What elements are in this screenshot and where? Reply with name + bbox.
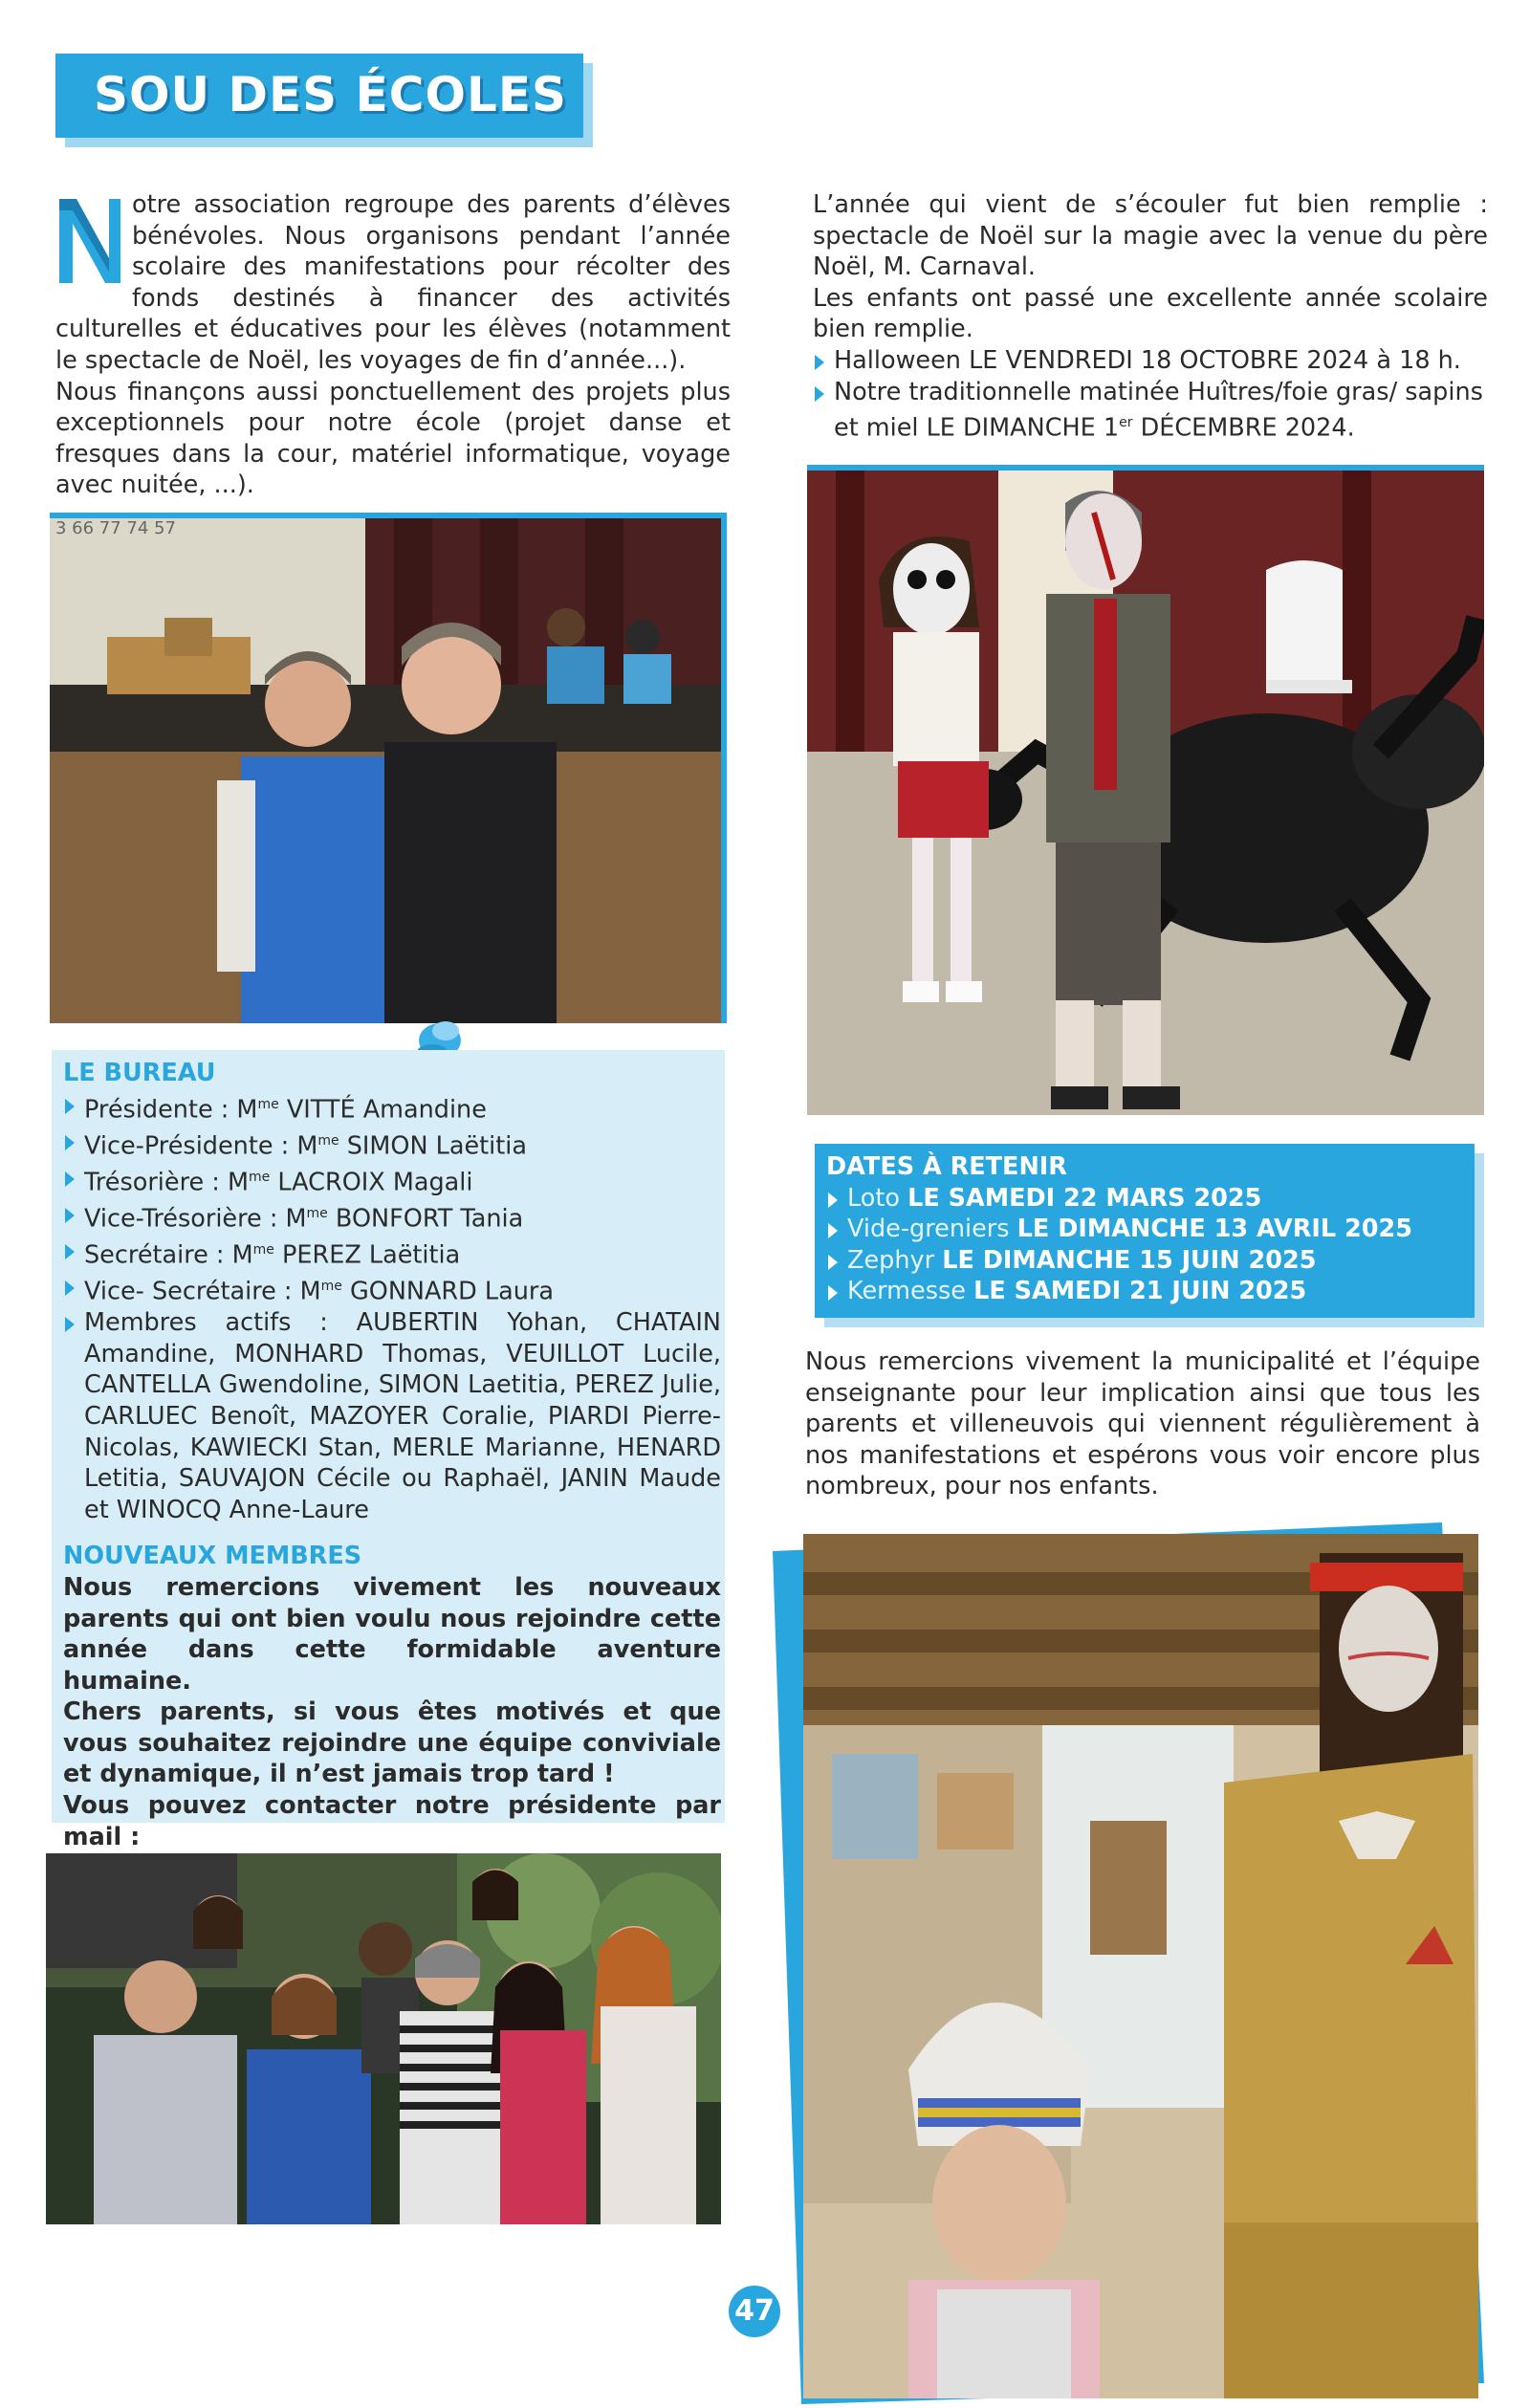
thanks-paragraph: Nous remercions vivement la municipalité et l’équipe enseignante pour leur implication ainsi que tous les parents et villeneuvois qui viennent régulièrement à nos manifestations et espérons vous voir encore plus nombreux, pour nos enfants.: [805, 1347, 1480, 1501]
new-members-paragraph-2: Chers parents, si vous êtes motivés et que vous souhaitez rejoindre une équipe conviviale et dynamique, il n’est jamais trop tard !: [63, 1697, 721, 1789]
dates-heading: DATES À RETENIR: [826, 1152, 1067, 1181]
event-item: Notre traditionnelle matinée Huîtres/foie gras/ sapins et miel LE DIMANCHE 1er DÉCEMBRE 2024.: [813, 377, 1488, 445]
bullet-arrow-icon: [815, 386, 824, 402]
bureau-item: Vice-Présidente : $M^{me}$ SIMON Laëtitia: [63, 1126, 721, 1162]
year-summary: [813, 189, 1488, 444]
bullet-arrow-icon: [65, 1171, 75, 1187]
new-members-paragraph-3: Vous pouvez contacter notre présidente par mail :: [63, 1791, 721, 1851]
bullet-arrow-icon: [828, 1255, 838, 1270]
bureau-item: Trésorière : $M^{me}$ LACROIX Magali: [63, 1162, 721, 1198]
new-members-heading: NOUVEAUX MEMBRES: [63, 1542, 362, 1571]
date-item: Loto LE SAMEDI 22 MARS 2025: [826, 1183, 1467, 1215]
bullet-arrow-icon: [65, 1099, 75, 1114]
bullet-arrow-icon: [65, 1244, 75, 1259]
dropcap-letter: [55, 195, 124, 287]
intro-paragraph-2: Nous finançons aussi ponctuellement des projets plus exceptionnels pour notre école (projet danse et fresques dans la cour, matériel informatique, voyage avec nuitée, ...).: [55, 377, 731, 500]
date-item: Zephyr LE DIMANCHE 15 JUIN 2025: [826, 1245, 1467, 1277]
bullet-arrow-icon: [815, 355, 824, 370]
date-item: Vide-greniers LE DIMANCHE 13 AVRIL 2025: [826, 1214, 1467, 1245]
intro-paragraph-1: otre association regroupe des parents d’élèves bénévoles. Nous organisons pendant l’année scolaire des manifestations pour récolter des fonds destinés à financer des activités culturelles et éducatives pour les élèves (notamment le spectacle de Noël, les voyages de fin d’année...).: [55, 190, 731, 375]
bureau-item: Secrétaire : $M^{me}$ PEREZ Laëtitia: [63, 1235, 721, 1271]
projector-text: 3 66 77 74 57: [55, 518, 176, 538]
summary-paragraph-2: Les enfants ont passé une excellente année scolaire bien remplie.: [813, 283, 1488, 344]
photo-bureau-members: [50, 513, 727, 1023]
photo-halloween: [807, 465, 1484, 1115]
new-members-paragraph-1: Nous remercions vivement les nouveaux parents qui ont bien voulu nous rejoindre cette année dans cette formidable aventure humaine.: [63, 1572, 721, 1696]
date-item: Kermesse LE SAMEDI 21 JUIN 2025: [826, 1276, 1467, 1307]
bureau-heading: LE BUREAU: [63, 1059, 216, 1087]
bullet-arrow-icon: [828, 1193, 838, 1208]
bullet-arrow-icon: [65, 1317, 75, 1332]
photo-carnival: [803, 1534, 1478, 2398]
bullet-arrow-icon: [65, 1281, 75, 1296]
bullet-arrow-icon: [828, 1285, 838, 1301]
photo-group-volunteers: [46, 1853, 721, 2224]
page-title: SOU DES ÉCOLES: [94, 67, 567, 122]
bureau-box: [52, 1050, 725, 1851]
bureau-item: Vice-Trésorière : $M^{me}$ BONFORT Tania: [63, 1198, 721, 1235]
bureau-item: Vice- Secrétaire : $M^{me}$ GONNARD Laura: [63, 1271, 721, 1307]
page-number: 47: [729, 2286, 780, 2337]
dates-box: [815, 1144, 1475, 1318]
active-members: Membres actifs : AUBERTIN Yohan, CHATAIN Amandine, MONHARD Thomas, VEUILLOT Lucile, CANTELLA Gwendoline, SIMON Laetitia, PEREZ Julie, CARLUEC Benoît, MAZOYER Coralie, PIARDI Pierre-Nicolas, KAWIECKI Stan, MERLE Marianne, HENARD Letitia, SAUVAJON Cécile ou Raphaël, JANIN Maude et WINOCQ Anne-Laure: [63, 1307, 721, 1525]
title-banner: [55, 54, 583, 142]
event-item: Halloween LE VENDREDI 18 OCTOBRE 2024 à 18 h.: [813, 345, 1488, 377]
bullet-arrow-icon: [65, 1135, 75, 1150]
bullet-arrow-icon: [828, 1223, 838, 1238]
intro-text: [55, 189, 731, 501]
bureau-item: Présidente : $M^{me}$ VITTÉ Amandine: [63, 1089, 721, 1126]
summary-paragraph-1: L’année qui vient de s’écouler fut bien remplie : spectacle de Noël sur la magie avec la venue du père Noël, M. Carnaval.: [813, 190, 1488, 282]
bullet-arrow-icon: [65, 1208, 75, 1223]
